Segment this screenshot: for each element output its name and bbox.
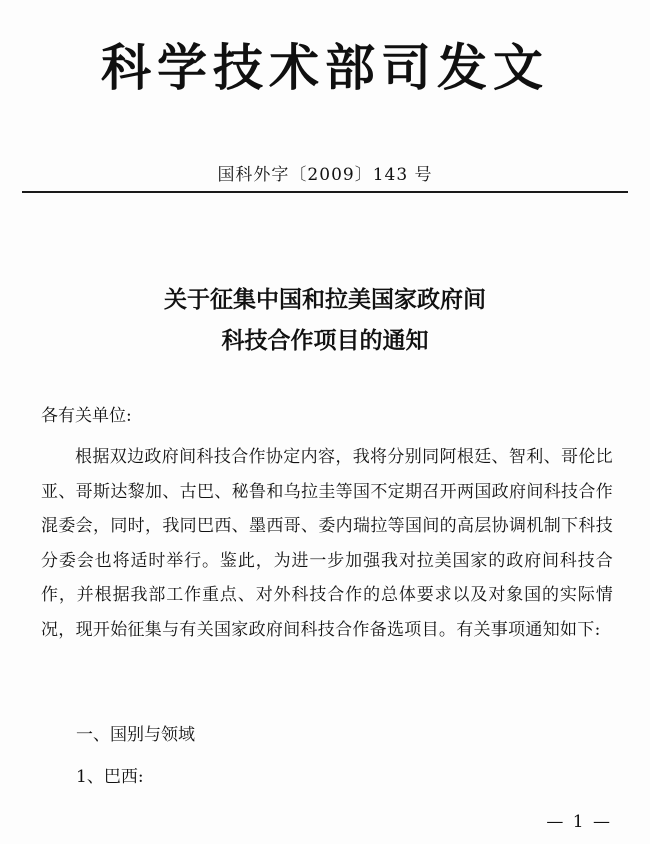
issuer-header-title: 科学技术部司发文	[101, 39, 549, 97]
header-divider	[22, 191, 628, 193]
item-heading: 1、巴西:	[76, 767, 144, 787]
page-number: — 1 —	[546, 812, 612, 832]
body-paragraph: 根据双边政府间科技合作协定内容，我将分别同阿根廷、智利、哥伦比亚、哥斯达黎加、古巴、秘鲁和乌拉圭等国不定期召开两国政府间科技合作混委会，同时，我同巴西、墨西哥、委内瑞拉等国间的高层协调机制下科技分委会也将适时举行。鉴此，为进一步加强我对拉美国家的政府间科技合作，并根据我部工作重点、对外科技合作的总体要求以及对象国的实际情况，现开始征集与有关国家政府间科技合作备选项目。有关事项通知如下:	[41, 447, 613, 640]
section-heading: 一、国别与领域	[76, 725, 195, 745]
document-title-line-1: 关于征集中国和拉美国家政府间	[164, 287, 486, 313]
document-title-line-2: 科技合作项目的通知	[221, 328, 429, 354]
salutation: 各有关单位:	[41, 406, 132, 426]
document-number: 国科外字〔2009〕143 号	[217, 165, 433, 185]
document-title	[0, 280, 650, 362]
